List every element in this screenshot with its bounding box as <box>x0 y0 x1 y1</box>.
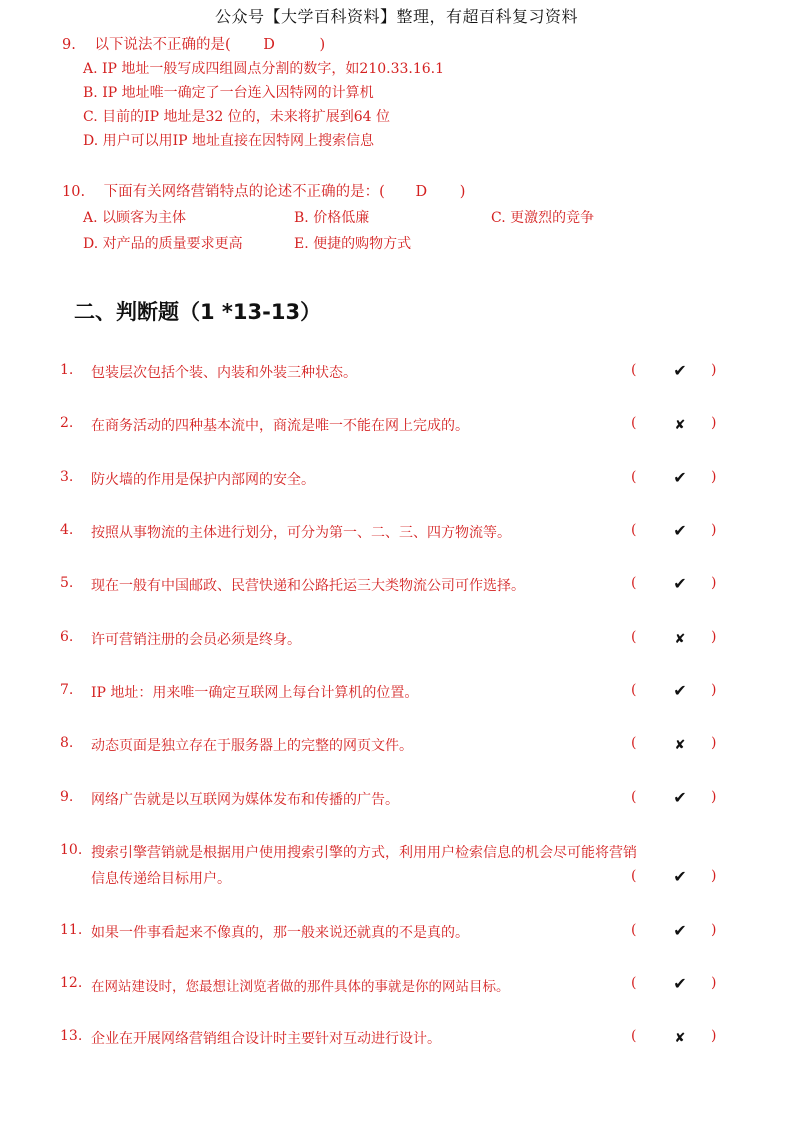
question-number: 9. <box>60 789 74 805</box>
question-stem: 以下说法不正确的是( <box>94 37 231 53</box>
cross-icon: ✘ <box>674 418 686 433</box>
option-b: B. IP 地址唯一确定了一台连入因特网的计算机 <box>83 85 374 101</box>
paren-open: ( <box>631 629 637 645</box>
question-number: 10. <box>60 842 83 858</box>
check-icon: ✔ <box>673 974 687 993</box>
check-icon: ✔ <box>673 788 687 807</box>
paren-close: ) <box>711 682 717 698</box>
paren-open: ( <box>631 922 637 938</box>
check-icon: ✔ <box>673 574 687 593</box>
question-text: 在商务活动的四种基本流中，商流是唯一不能在网上完成的。 <box>91 418 469 434</box>
question-text-continued: 信息传递给目标用户。 <box>91 871 231 887</box>
question-number: 8. <box>60 735 74 751</box>
option-c: C. 更激烈的竞争 <box>491 210 595 226</box>
cross-icon: ✘ <box>674 632 686 647</box>
question-text: 搜索引擎营销就是根据用户使用搜索引擎的方式，利用用户检索信息的机会尽可能将营销 <box>91 845 637 861</box>
paren-open: ( <box>631 415 637 431</box>
option-a: A. IP 地址一般写成四组圆点分割的数字，如210.33.16.1 <box>83 61 445 77</box>
check-icon: ✔ <box>673 867 687 886</box>
question-number: 12. <box>60 975 83 991</box>
question-text: 防火墙的作用是保护内部网的安全。 <box>91 472 315 488</box>
question-text: 网络广告就是以互联网为媒体发布和传播的广告。 <box>91 792 399 808</box>
answer-close-paren: ) <box>319 37 326 53</box>
section-title: 二、判断题（1 *13-13） <box>74 300 322 324</box>
tf-question-8 <box>0 735 793 759</box>
paren-open: ( <box>631 735 637 751</box>
mc-question-10 <box>62 180 465 201</box>
paren-close: ) <box>711 922 717 938</box>
question-text: 按照从事物流的主体进行划分，可分为第一、二、三、四方物流等。 <box>91 525 511 541</box>
paren-open: ( <box>631 975 637 991</box>
paren-open: ( <box>631 1028 637 1044</box>
question-stem: 下面有关网络营销特点的论述不正确的是：( <box>103 184 385 200</box>
question-number: 7. <box>60 682 74 698</box>
tf-question-7 <box>0 682 793 706</box>
answer-letter: D <box>263 37 275 53</box>
paren-close: ) <box>711 469 717 485</box>
cross-icon: ✘ <box>674 1031 686 1046</box>
tf-question-9 <box>0 789 793 813</box>
tf-question-1 <box>0 362 793 386</box>
question-text: 许可营销注册的会员必须是终身。 <box>91 632 301 648</box>
question-number: 13. <box>60 1028 83 1044</box>
question-number: 3. <box>60 469 74 485</box>
tf-question-12 <box>0 975 793 999</box>
question-text: 包装层次包括个装、内装和外装三种状态。 <box>91 365 357 381</box>
paren-open: ( <box>631 575 637 591</box>
tf-question-5 <box>0 575 793 599</box>
option-b: B. 价格低廉 <box>294 210 370 226</box>
tf-question-10 <box>0 842 793 892</box>
tf-question-11 <box>0 922 793 946</box>
answer-letter: D <box>415 184 428 200</box>
page-header: 公众号【大学百科资料】整理，有超百科复习资料 <box>214 7 578 26</box>
question-number: 5. <box>60 575 74 591</box>
question-number: 11. <box>60 922 83 938</box>
question-text: IP 地址：用来唯一确定互联网上每台计算机的位置。 <box>91 685 419 701</box>
question-number: 2. <box>60 415 74 431</box>
check-icon: ✔ <box>673 681 687 700</box>
question-number: 6. <box>60 629 74 645</box>
paren-close: ) <box>711 868 717 884</box>
tf-question-3 <box>0 469 793 493</box>
paren-close: ) <box>711 735 717 751</box>
question-text: 动态页面是独立存在于服务器上的完整的网页文件。 <box>91 738 413 754</box>
question-text: 在网站建设时，您最想让浏览者做的那件具体的事就是你的网站目标。 <box>91 979 510 995</box>
check-icon: ✔ <box>673 521 687 540</box>
paren-close: ) <box>711 415 717 431</box>
option-c: C. 目前的IP 地址是32 位的，未来将扩展到64 位 <box>83 109 391 125</box>
option-e: E. 便捷的购物方式 <box>294 236 412 252</box>
option-a: A. 以顾客为主体 <box>83 210 187 226</box>
check-icon: ✔ <box>673 361 687 380</box>
paren-open: ( <box>631 789 637 805</box>
paren-open: ( <box>631 469 637 485</box>
question-number: 9. <box>62 37 76 53</box>
question-number: 1. <box>60 362 74 378</box>
paren-close: ) <box>711 789 717 805</box>
mc-question-9 <box>62 33 325 54</box>
cross-icon: ✘ <box>674 738 686 753</box>
paren-close: ) <box>711 975 717 991</box>
paren-close: ) <box>711 362 717 378</box>
tf-question-6 <box>0 629 793 653</box>
check-icon: ✔ <box>673 921 687 940</box>
option-d: D. 用户可以用IP 地址直接在因特网上搜索信息 <box>83 133 375 149</box>
paren-open: ( <box>631 868 637 884</box>
paren-close: ) <box>711 522 717 538</box>
question-number: 4. <box>60 522 74 538</box>
paren-close: ) <box>711 575 717 591</box>
tf-question-2 <box>0 415 793 439</box>
paren-open: ( <box>631 522 637 538</box>
tf-question-4 <box>0 522 793 546</box>
tf-question-13 <box>0 1028 793 1052</box>
question-text: 企业在开展网络营销组合设计时主要针对互动进行设计。 <box>91 1031 441 1047</box>
question-text: 如果一件事看起来不像真的，那一般来说还就真的不是真的。 <box>91 925 469 941</box>
answer-close-paren: ) <box>459 184 466 200</box>
option-d: D. 对产品的质量要求更高 <box>83 236 243 252</box>
question-text: 现在一般有中国邮政、民营快递和公路托运三大类物流公司可作选择。 <box>91 578 525 594</box>
check-icon: ✔ <box>673 468 687 487</box>
paren-close: ) <box>711 1028 717 1044</box>
paren-close: ) <box>711 629 717 645</box>
paren-open: ( <box>631 682 637 698</box>
paren-open: ( <box>631 362 637 378</box>
question-number: 10. <box>62 184 86 200</box>
